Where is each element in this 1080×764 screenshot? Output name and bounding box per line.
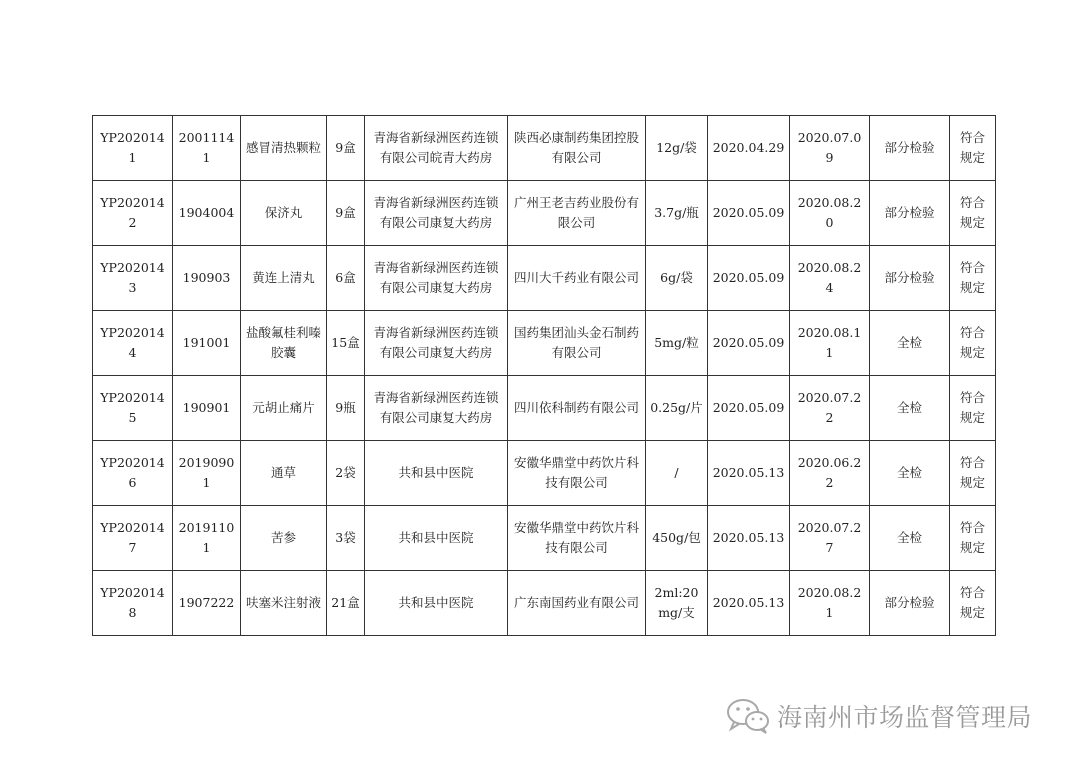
cell-result: 符合规定 <box>950 246 996 311</box>
cell-report-date: 2020.08.20 <box>790 181 870 246</box>
cell-manufacturer: 安徽华鼎堂中药饮片科技有限公司 <box>508 506 646 571</box>
cell-batch: 190901 <box>173 376 241 441</box>
cell-sampled-unit: 共和县中医院 <box>365 441 508 506</box>
inspection-results-table <box>92 115 996 636</box>
cell-sampled-unit: 青海省新绿洲医药连锁有限公司康复大药房 <box>365 181 508 246</box>
cell-result: 符合规定 <box>950 116 996 181</box>
cell-spec: 3.7g/瓶 <box>646 181 708 246</box>
wechat-icon <box>725 696 771 736</box>
table-row <box>93 376 996 441</box>
cell-report-date: 2020.08.24 <box>790 246 870 311</box>
cell-no: YP2020148 <box>93 571 173 636</box>
cell-batch: 20011141 <box>173 116 241 181</box>
cell-items: 部分检验 <box>870 571 950 636</box>
cell-qty: 21盒 <box>327 571 365 636</box>
table-row <box>93 441 996 506</box>
cell-name: 感冒清热颗粒 <box>241 116 327 181</box>
table-row <box>93 311 996 376</box>
cell-result: 符合规定 <box>950 181 996 246</box>
cell-batch: 1907222 <box>173 571 241 636</box>
cell-items: 部分检验 <box>870 116 950 181</box>
watermark <box>725 696 1032 736</box>
cell-sample-date: 2020.05.09 <box>708 376 790 441</box>
cell-sampled-unit: 青海省新绿洲医药连锁有限公司康复大药房 <box>365 376 508 441</box>
cell-name: 保济丸 <box>241 181 327 246</box>
cell-report-date: 2020.06.22 <box>790 441 870 506</box>
cell-items: 全检 <box>870 376 950 441</box>
cell-manufacturer: 国药集团汕头金石制药有限公司 <box>508 311 646 376</box>
cell-report-date: 2020.08.11 <box>790 311 870 376</box>
cell-items: 全检 <box>870 311 950 376</box>
cell-spec: 5mg/粒 <box>646 311 708 376</box>
cell-sampled-unit: 共和县中医院 <box>365 506 508 571</box>
table-row <box>93 116 996 181</box>
cell-qty: 15盒 <box>327 311 365 376</box>
cell-batch: 1904004 <box>173 181 241 246</box>
cell-result: 符合规定 <box>950 506 996 571</box>
cell-no: YP2020142 <box>93 181 173 246</box>
cell-qty: 6盒 <box>327 246 365 311</box>
cell-no: YP2020141 <box>93 116 173 181</box>
cell-spec: 450g/包 <box>646 506 708 571</box>
cell-qty: 2袋 <box>327 441 365 506</box>
cell-qty: 9瓶 <box>327 376 365 441</box>
cell-report-date: 2020.07.22 <box>790 376 870 441</box>
cell-no: YP2020144 <box>93 311 173 376</box>
cell-manufacturer: 陕西必康制药集团控股有限公司 <box>508 116 646 181</box>
cell-sample-date: 2020.05.13 <box>708 571 790 636</box>
cell-batch: 191001 <box>173 311 241 376</box>
cell-spec: 6g/袋 <box>646 246 708 311</box>
cell-sample-date: 2020.04.29 <box>708 116 790 181</box>
cell-report-date: 2020.08.21 <box>790 571 870 636</box>
cell-report-date: 2020.07.09 <box>790 116 870 181</box>
cell-batch: 20190901 <box>173 441 241 506</box>
cell-no: YP2020143 <box>93 246 173 311</box>
cell-batch: 20191101 <box>173 506 241 571</box>
cell-name: 呋塞米注射液 <box>241 571 327 636</box>
cell-sample-date: 2020.05.09 <box>708 311 790 376</box>
cell-items: 全检 <box>870 506 950 571</box>
cell-result: 符合规定 <box>950 311 996 376</box>
cell-report-date: 2020.07.27 <box>790 506 870 571</box>
cell-sampled-unit: 青海省新绿洲医药连锁有限公司康复大药房 <box>365 311 508 376</box>
table-row <box>93 246 996 311</box>
table-row <box>93 181 996 246</box>
cell-qty: 9盒 <box>327 181 365 246</box>
cell-sampled-unit: 青海省新绿洲医药连锁有限公司康复大药房 <box>365 246 508 311</box>
cell-manufacturer: 四川依科制药有限公司 <box>508 376 646 441</box>
cell-qty: 3袋 <box>327 506 365 571</box>
watermark-text: 海南州市场监督管理局 <box>777 703 1033 732</box>
cell-spec: 12g/袋 <box>646 116 708 181</box>
cell-name: 黄连上清丸 <box>241 246 327 311</box>
cell-result: 符合规定 <box>950 571 996 636</box>
cell-spec: 2ml:20mg/支 <box>646 571 708 636</box>
cell-sampled-unit: 共和县中医院 <box>365 571 508 636</box>
cell-result: 符合规定 <box>950 441 996 506</box>
cell-manufacturer: 安徽华鼎堂中药饮片科技有限公司 <box>508 441 646 506</box>
table-row <box>93 506 996 571</box>
table-row <box>93 571 996 636</box>
cell-no: YP2020145 <box>93 376 173 441</box>
cell-result: 符合规定 <box>950 376 996 441</box>
cell-items: 全检 <box>870 441 950 506</box>
cell-qty: 9盒 <box>327 116 365 181</box>
cell-name: 苦参 <box>241 506 327 571</box>
cell-spec: 0.25g/片 <box>646 376 708 441</box>
cell-items: 部分检验 <box>870 246 950 311</box>
cell-name: 通草 <box>241 441 327 506</box>
cell-items: 部分检验 <box>870 181 950 246</box>
cell-sample-date: 2020.05.09 <box>708 246 790 311</box>
cell-manufacturer: 广东南国药业有限公司 <box>508 571 646 636</box>
table-body <box>93 116 996 636</box>
cell-name: 盐酸氟桂利嗪胶囊 <box>241 311 327 376</box>
cell-spec: / <box>646 441 708 506</box>
cell-sample-date: 2020.05.09 <box>708 181 790 246</box>
cell-no: YP2020147 <box>93 506 173 571</box>
cell-sample-date: 2020.05.13 <box>708 506 790 571</box>
cell-no: YP2020146 <box>93 441 173 506</box>
cell-sample-date: 2020.05.13 <box>708 441 790 506</box>
cell-sampled-unit: 青海省新绿洲医药连锁有限公司皖青大药房 <box>365 116 508 181</box>
cell-name: 元胡止痛片 <box>241 376 327 441</box>
cell-manufacturer: 四川大千药业有限公司 <box>508 246 646 311</box>
cell-batch: 190903 <box>173 246 241 311</box>
cell-manufacturer: 广州王老吉药业股份有限公司 <box>508 181 646 246</box>
